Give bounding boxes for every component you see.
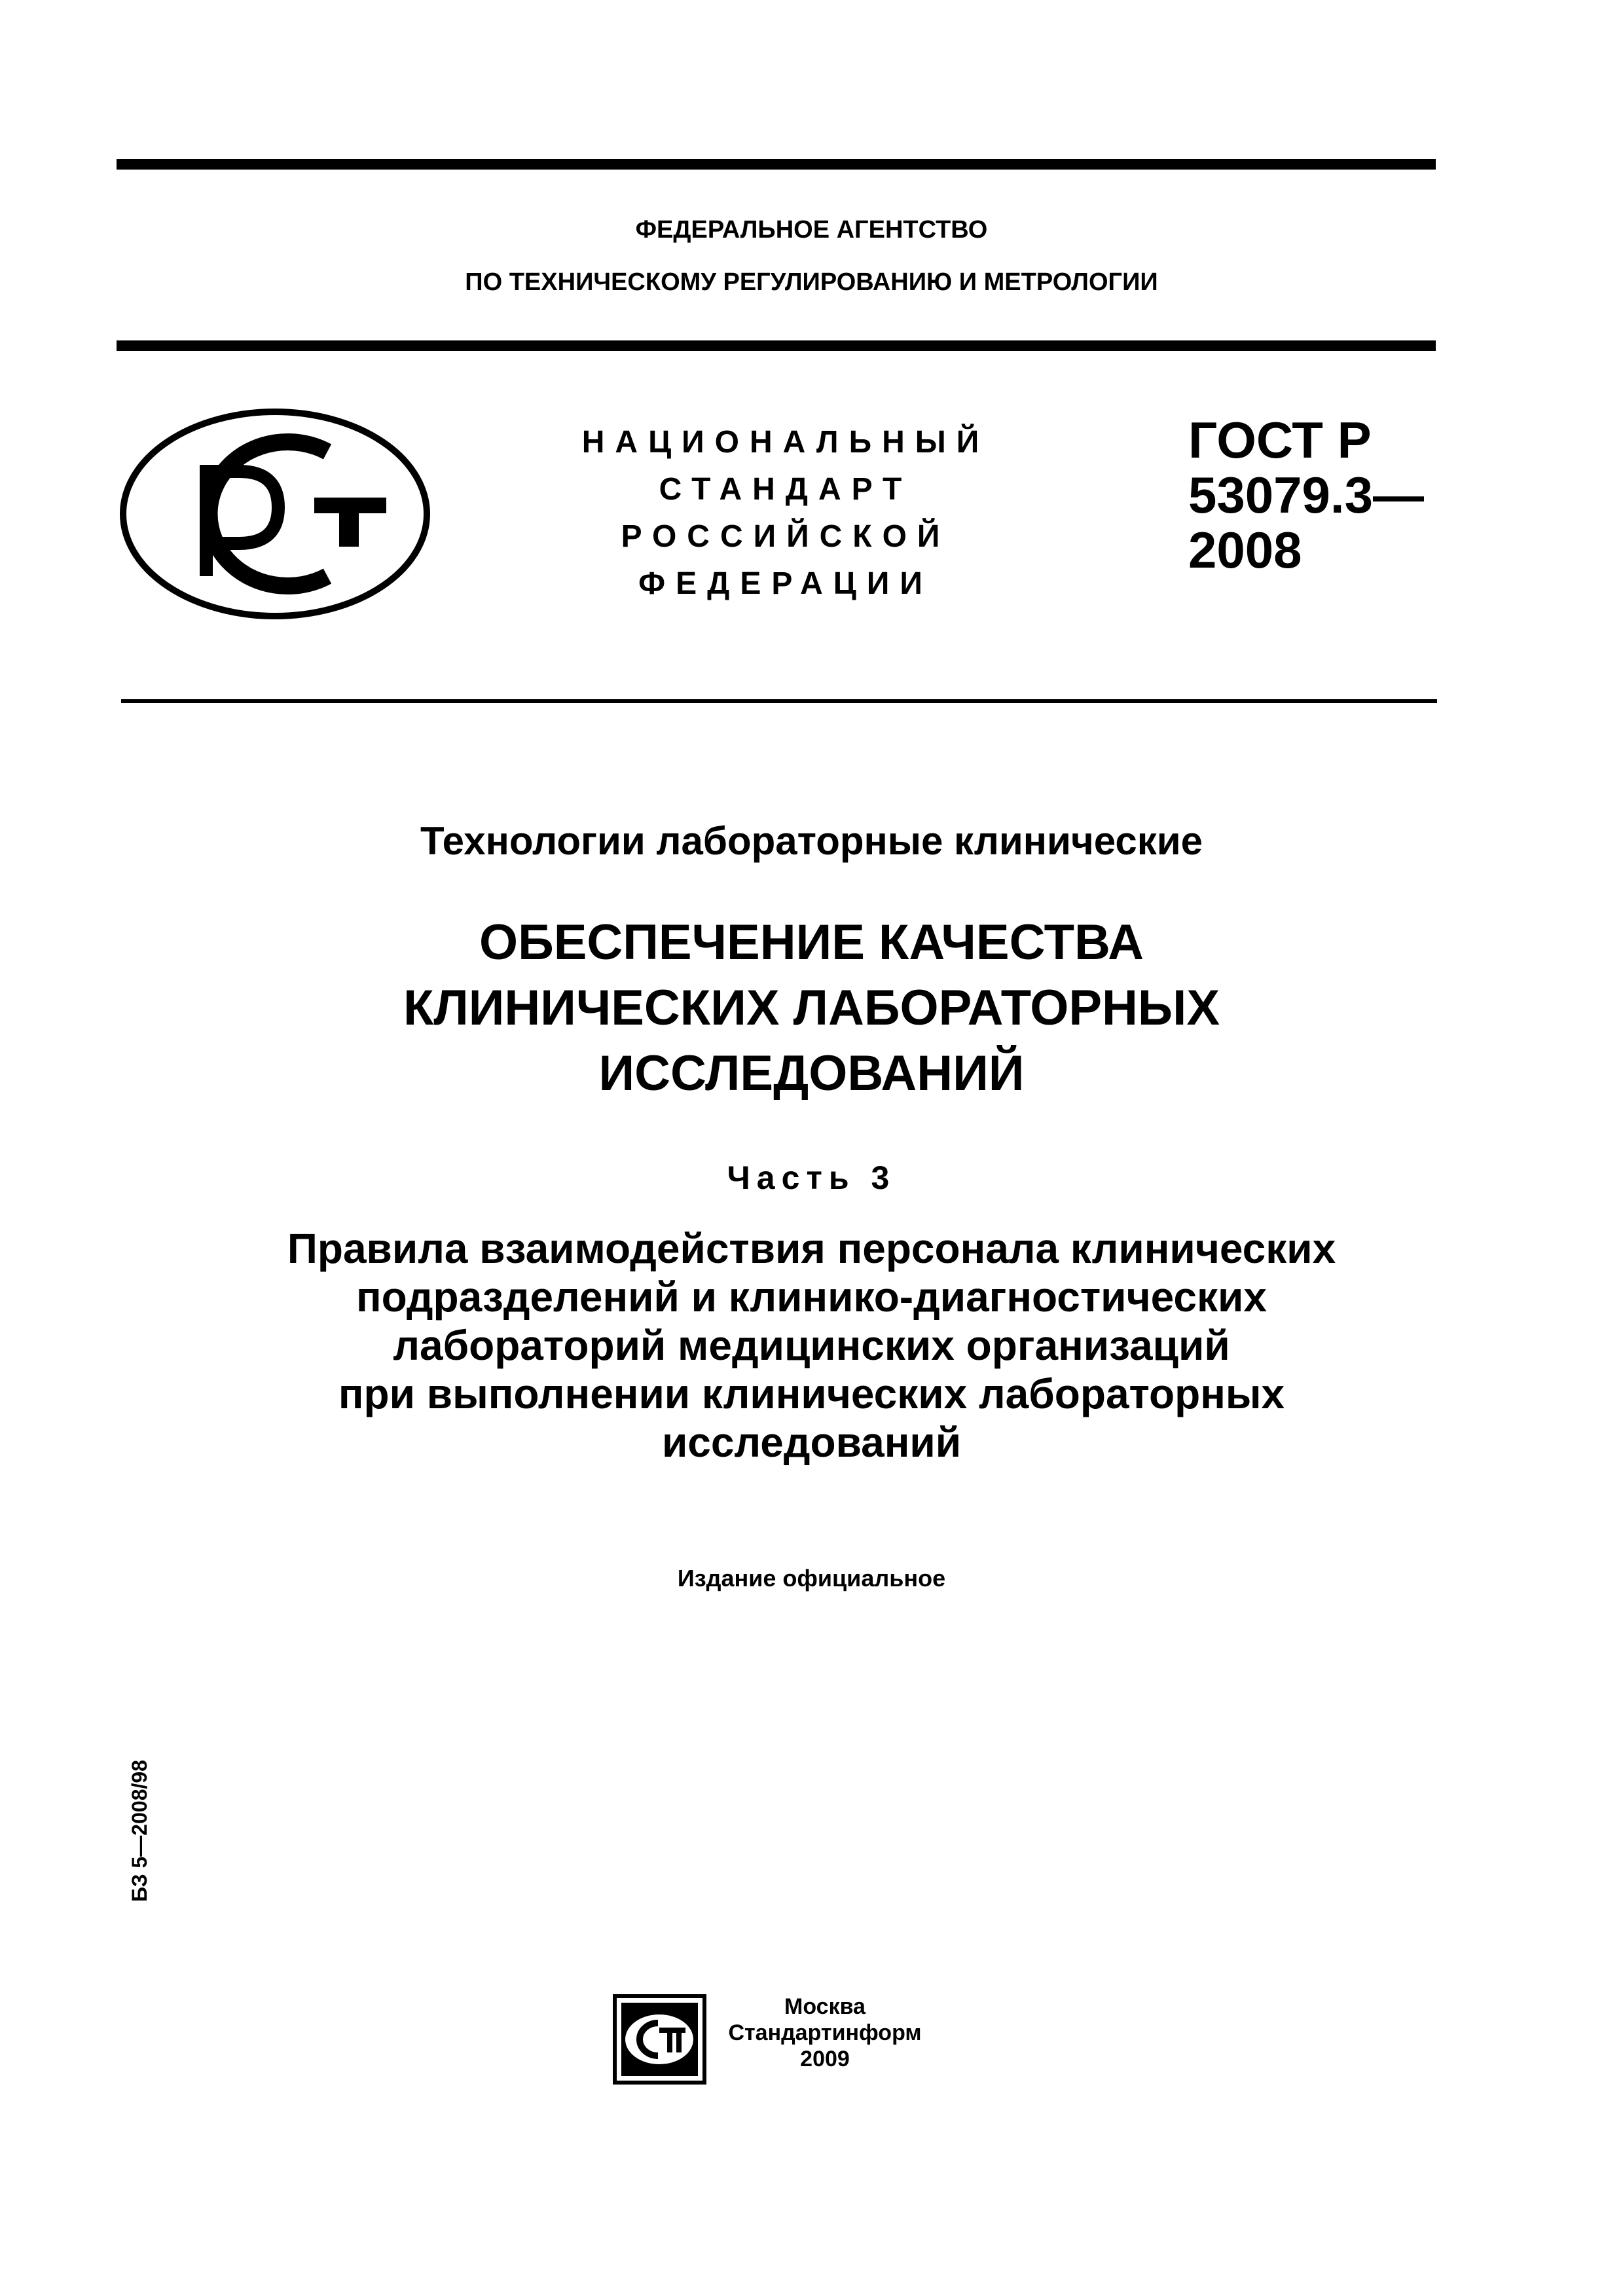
- gost-line-1: ГОСТ Р: [1188, 411, 1372, 469]
- rst-logo-icon: [118, 406, 432, 622]
- publisher-year: 2009: [800, 2047, 850, 2071]
- agency-line-2: ПО ТЕХНИЧЕСКОМУ РЕГУЛИРОВАНИЮ И МЕТРОЛОГИИ: [465, 268, 1158, 296]
- national-line-2: СТАНДАРТ: [659, 472, 913, 507]
- gost-designation: [1188, 412, 1463, 577]
- part-title-line-2: подразделений и клинико-диагностических: [356, 1273, 1267, 1321]
- publisher-logo: [612, 1994, 707, 2085]
- publisher-name: Стандартинформ: [728, 2020, 922, 2045]
- part-number: Часть 3: [727, 1159, 896, 1196]
- part-title-line-1: Правила взаимодействия персонала клинических: [287, 1225, 1336, 1272]
- side-code: БЗ 5—2008/98: [128, 1760, 151, 1902]
- publisher-city: Москва: [784, 1994, 866, 2019]
- main-title-line-1: ОБЕСПЕЧЕНИЕ КАЧЕСТВА: [479, 915, 1144, 970]
- edition-label: Издание официальное: [677, 1565, 946, 1592]
- document-main-title: [0, 910, 1623, 1106]
- publisher-info: [717, 1994, 933, 2072]
- agency-line-1: ФЕДЕРАЛЬНОЕ АГЕНТСТВО: [635, 216, 988, 244]
- national-line-1: НАЦИОНАЛЬНЫЙ: [581, 425, 990, 460]
- header-bottom-rule: [121, 699, 1437, 703]
- main-title-line-3: ИССЛЕДОВАНИЙ: [598, 1046, 1025, 1101]
- part-title-line-3: лабораторий медицинских организаций: [393, 1322, 1230, 1369]
- part-title-line-5: исследований: [661, 1419, 962, 1466]
- rst-logo: [118, 406, 432, 622]
- part-title-line-4: при выполнении клинических лабораторных: [338, 1370, 1285, 1417]
- national-standard-block: [556, 419, 1015, 608]
- agency-bottom-rule: [117, 340, 1436, 351]
- part-title: [0, 1224, 1623, 1467]
- top-rule: [117, 159, 1436, 170]
- gost-line-2: 53079.3—: [1188, 466, 1424, 524]
- gost-line-3: 2008: [1188, 521, 1302, 579]
- national-line-4: ФЕДЕРАЦИИ: [638, 566, 933, 601]
- sti-logo-icon: [612, 1994, 707, 2085]
- document-subtitle: Технологии лабораторные клинические: [420, 819, 1203, 863]
- national-line-3: РОССИЙСКОЙ: [621, 519, 951, 554]
- main-title-line-2: КЛИНИЧЕСКИХ ЛАБОРАТОРНЫХ: [403, 980, 1220, 1036]
